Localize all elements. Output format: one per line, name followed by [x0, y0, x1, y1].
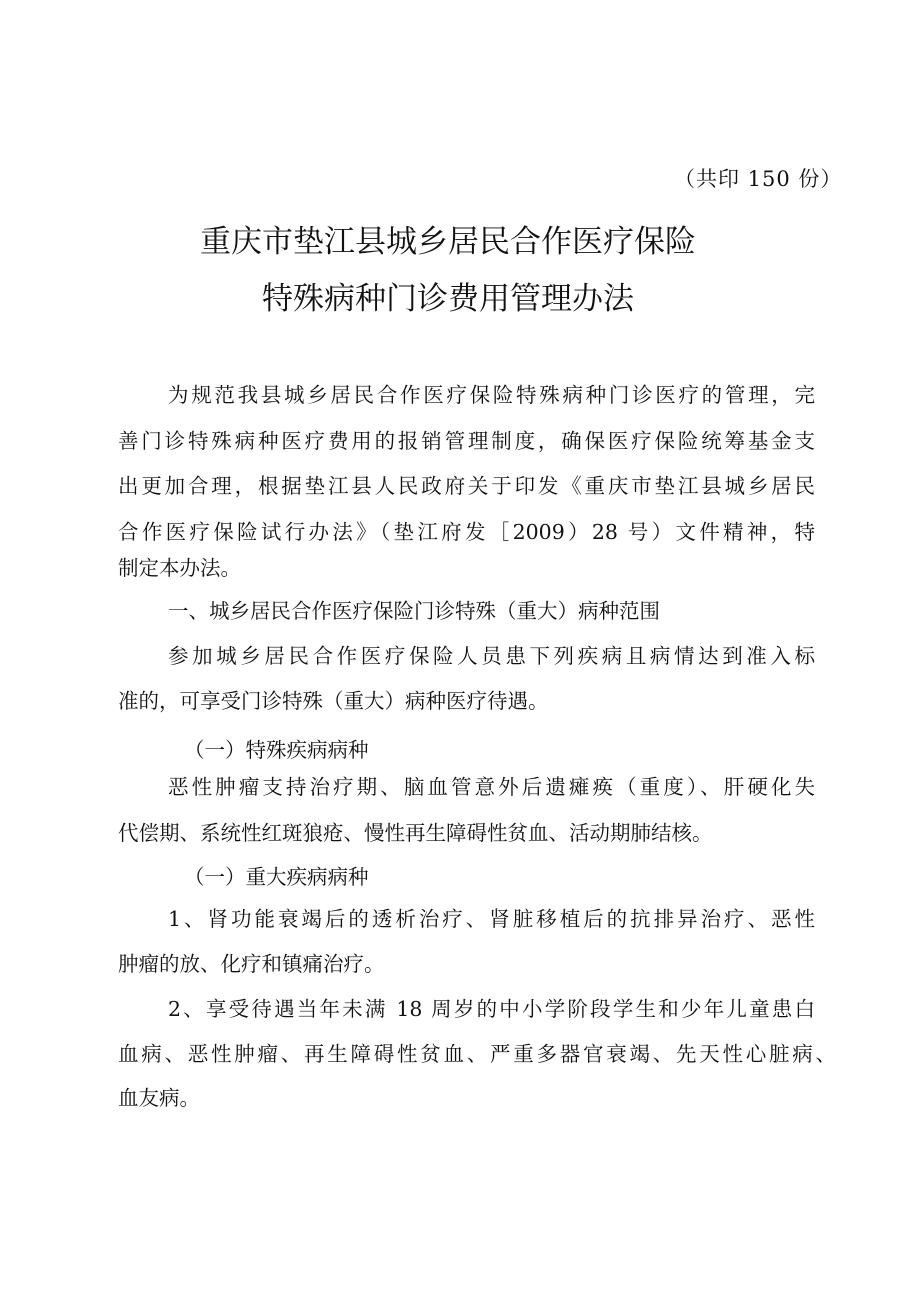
intro-paragraph-line: 制定本办法。	[118, 556, 241, 580]
document-title-line-1: 重庆市垫江县城乡居民合作医疗保险	[200, 224, 696, 260]
special-diseases-line: 恶性肿瘤支持治疗期、脑血管意外后遗瘫痪（重度）、肝硬化失	[168, 775, 815, 799]
section-1-paragraph-line: 准的，可享受门诊特殊（重大）病种医疗待遇。	[118, 689, 549, 713]
intro-paragraph-line: 为规范我县城乡居民合作医疗保险特殊病种门诊医疗的管理，完	[168, 383, 815, 407]
major-diseases-item-1-line: 肿瘤的放、化疗和镇痛治疗。	[118, 952, 385, 976]
document-title-line-2: 特殊病种门诊费用管理办法	[262, 281, 634, 317]
intro-paragraph-line: 出更加合理，根据垫江县人民政府关于印发《重庆市垫江县城乡居民	[118, 474, 815, 498]
print-count-note: （共印 150 份）	[674, 167, 843, 191]
section-1-paragraph-line: 参加城乡居民合作医疗保险人员患下列疾病且病情达到准入标	[168, 644, 815, 668]
subsection-special-diseases-heading: （一）特殊疾病病种	[184, 738, 369, 762]
major-diseases-item-1-line: 1、肾功能衰竭后的透析治疗、肾脏移植后的抗排异治疗、恶性	[168, 907, 815, 931]
major-diseases-item-2-line: 2、享受待遇当年未满 18 周岁的中小学阶段学生和少年儿童患白	[168, 997, 815, 1021]
special-diseases-line: 代偿期、系统性红斑狼疮、慢性再生障碍性贫血、活动期肺结核。	[118, 821, 713, 845]
major-diseases-item-2-line: 血病、恶性肿瘤、再生障碍性贫血、严重多器官衰竭、先天性心脏病、	[118, 1042, 836, 1066]
intro-paragraph-line: 合作医疗保险试行办法》（垫江府发［2009）28 号）文件精神，特	[118, 520, 815, 544]
intro-paragraph-line: 善门诊特殊病种医疗费用的报销管理制度，确保医疗保险统筹基金支	[118, 429, 815, 453]
subsection-major-diseases-heading: （一）重大疾病病种	[184, 865, 369, 889]
major-diseases-item-2-line: 血友病。	[118, 1086, 200, 1110]
section-1-heading: 一、城乡居民合作医疗保险门诊特殊（重大）病种范围	[168, 599, 660, 623]
